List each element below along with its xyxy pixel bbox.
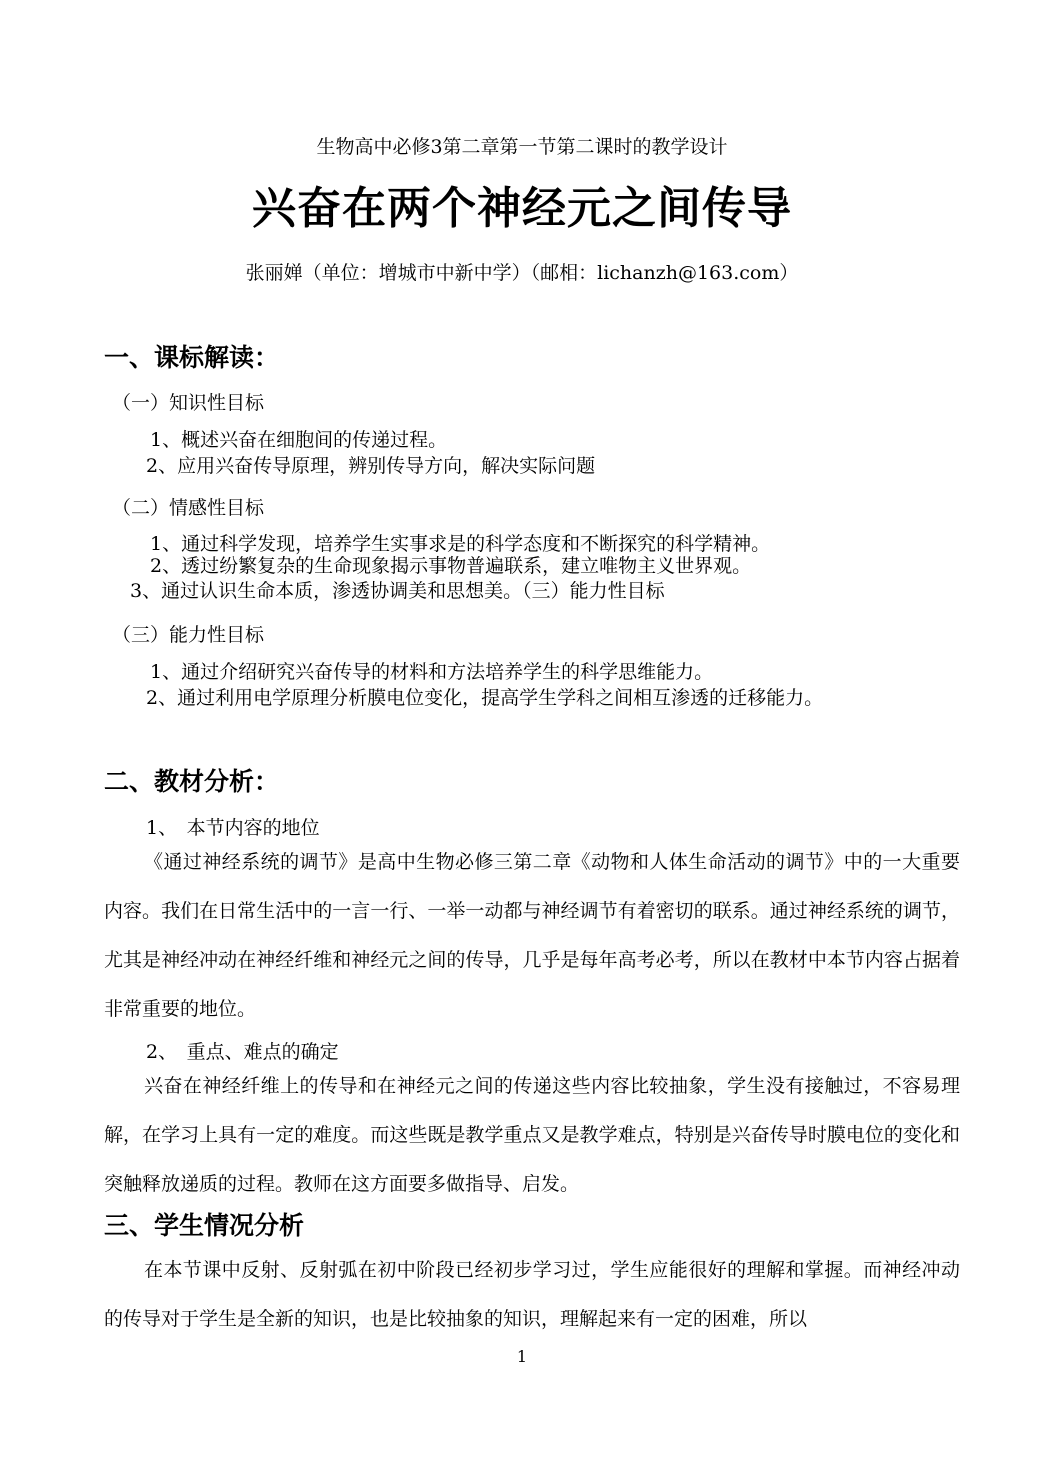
material-paragraph: 兴奋在神经纤维上的传导和在神经元之间的传递这些内容比较抽象，学生没有接触过，不容易理解，在学习上具有一定的难度。而这些既是教学重点又是教学难点，特别是兴奋传导时膜电位的变化和突触释放递质的过程。教师在这方面要多做指导、启发。 <box>104 1075 960 1195</box>
material-subheading: 2、 重点、难点的确定 <box>146 1041 339 1063</box>
section-heading-1: 一、课标解读： <box>104 343 280 372</box>
section-heading-3: 三、学生情况分析 <box>104 1211 305 1240</box>
ability-goals-heading: （三）能力性目标 <box>112 624 265 646</box>
student-analysis-paragraph: 在本节课中反射、反射弧在初中阶段已经初步学习过，学生应能很好的理解和掌握。而神经冲动的传导对于学生是全新的知识，也是比较抽象的知识，理解起来有一定的困难，所以 <box>104 1259 960 1330</box>
emotion-goal-item: 3、通过认识生命本质，渗透协调美和思想美。（三）能力性目标 <box>130 580 665 602</box>
emotion-goals-heading: （二）情感性目标 <box>112 497 265 519</box>
document-subtitle: 生物高中必修3第二章第一节第二课时的教学设计 <box>316 136 728 158</box>
section-heading-2: 二、教材分析： <box>104 767 280 796</box>
knowledge-goal-item: 2、应用兴奋传导原理，辨别传导方向，解决实际问题 <box>146 455 596 477</box>
emotion-goal-item: 1、通过科学发现，培养学生实事求是的科学态度和不断探究的科学精神。 <box>150 533 771 555</box>
material-subheading: 1、 本节内容的地位 <box>146 817 320 839</box>
emotion-goal-item: 2、透过纷繁复杂的生命现象揭示事物普遍联系，建立唯物主义世界观。 <box>150 555 752 577</box>
material-paragraph: 《通过神经系统的调节》是高中生物必修三第二章《动物和人体生命活动的调节》中的一大重要内容。我们在日常生活中的一言一行、一举一动都与神经调节有着密切的联系。通过神经系统的调节，尤其是神经冲动在神经纤维和神经元之间的传导，几乎是每年高考必考，所以在教材中本节内容占据着非常重要的地位。 <box>104 851 960 1020</box>
knowledge-goals-heading: （一）知识性目标 <box>112 392 265 414</box>
document-title: 兴奋在两个神经元之间传导 <box>252 183 792 234</box>
ability-goal-item: 2、通过利用电学原理分析膜电位变化，提高学生学科之间相互渗透的迁移能力。 <box>146 687 824 709</box>
page-number: 1 <box>516 1347 528 1366</box>
author-line: 张丽婵（单位：增城市中新中学）（邮相：lichanzh@163.com） <box>245 262 799 284</box>
ability-goal-item: 1、通过介绍研究兴奋传导的材料和方法培养学生的科学思维能力。 <box>150 661 714 683</box>
knowledge-goal-item: 1、概述兴奋在细胞间的传递过程。 <box>150 429 448 451</box>
